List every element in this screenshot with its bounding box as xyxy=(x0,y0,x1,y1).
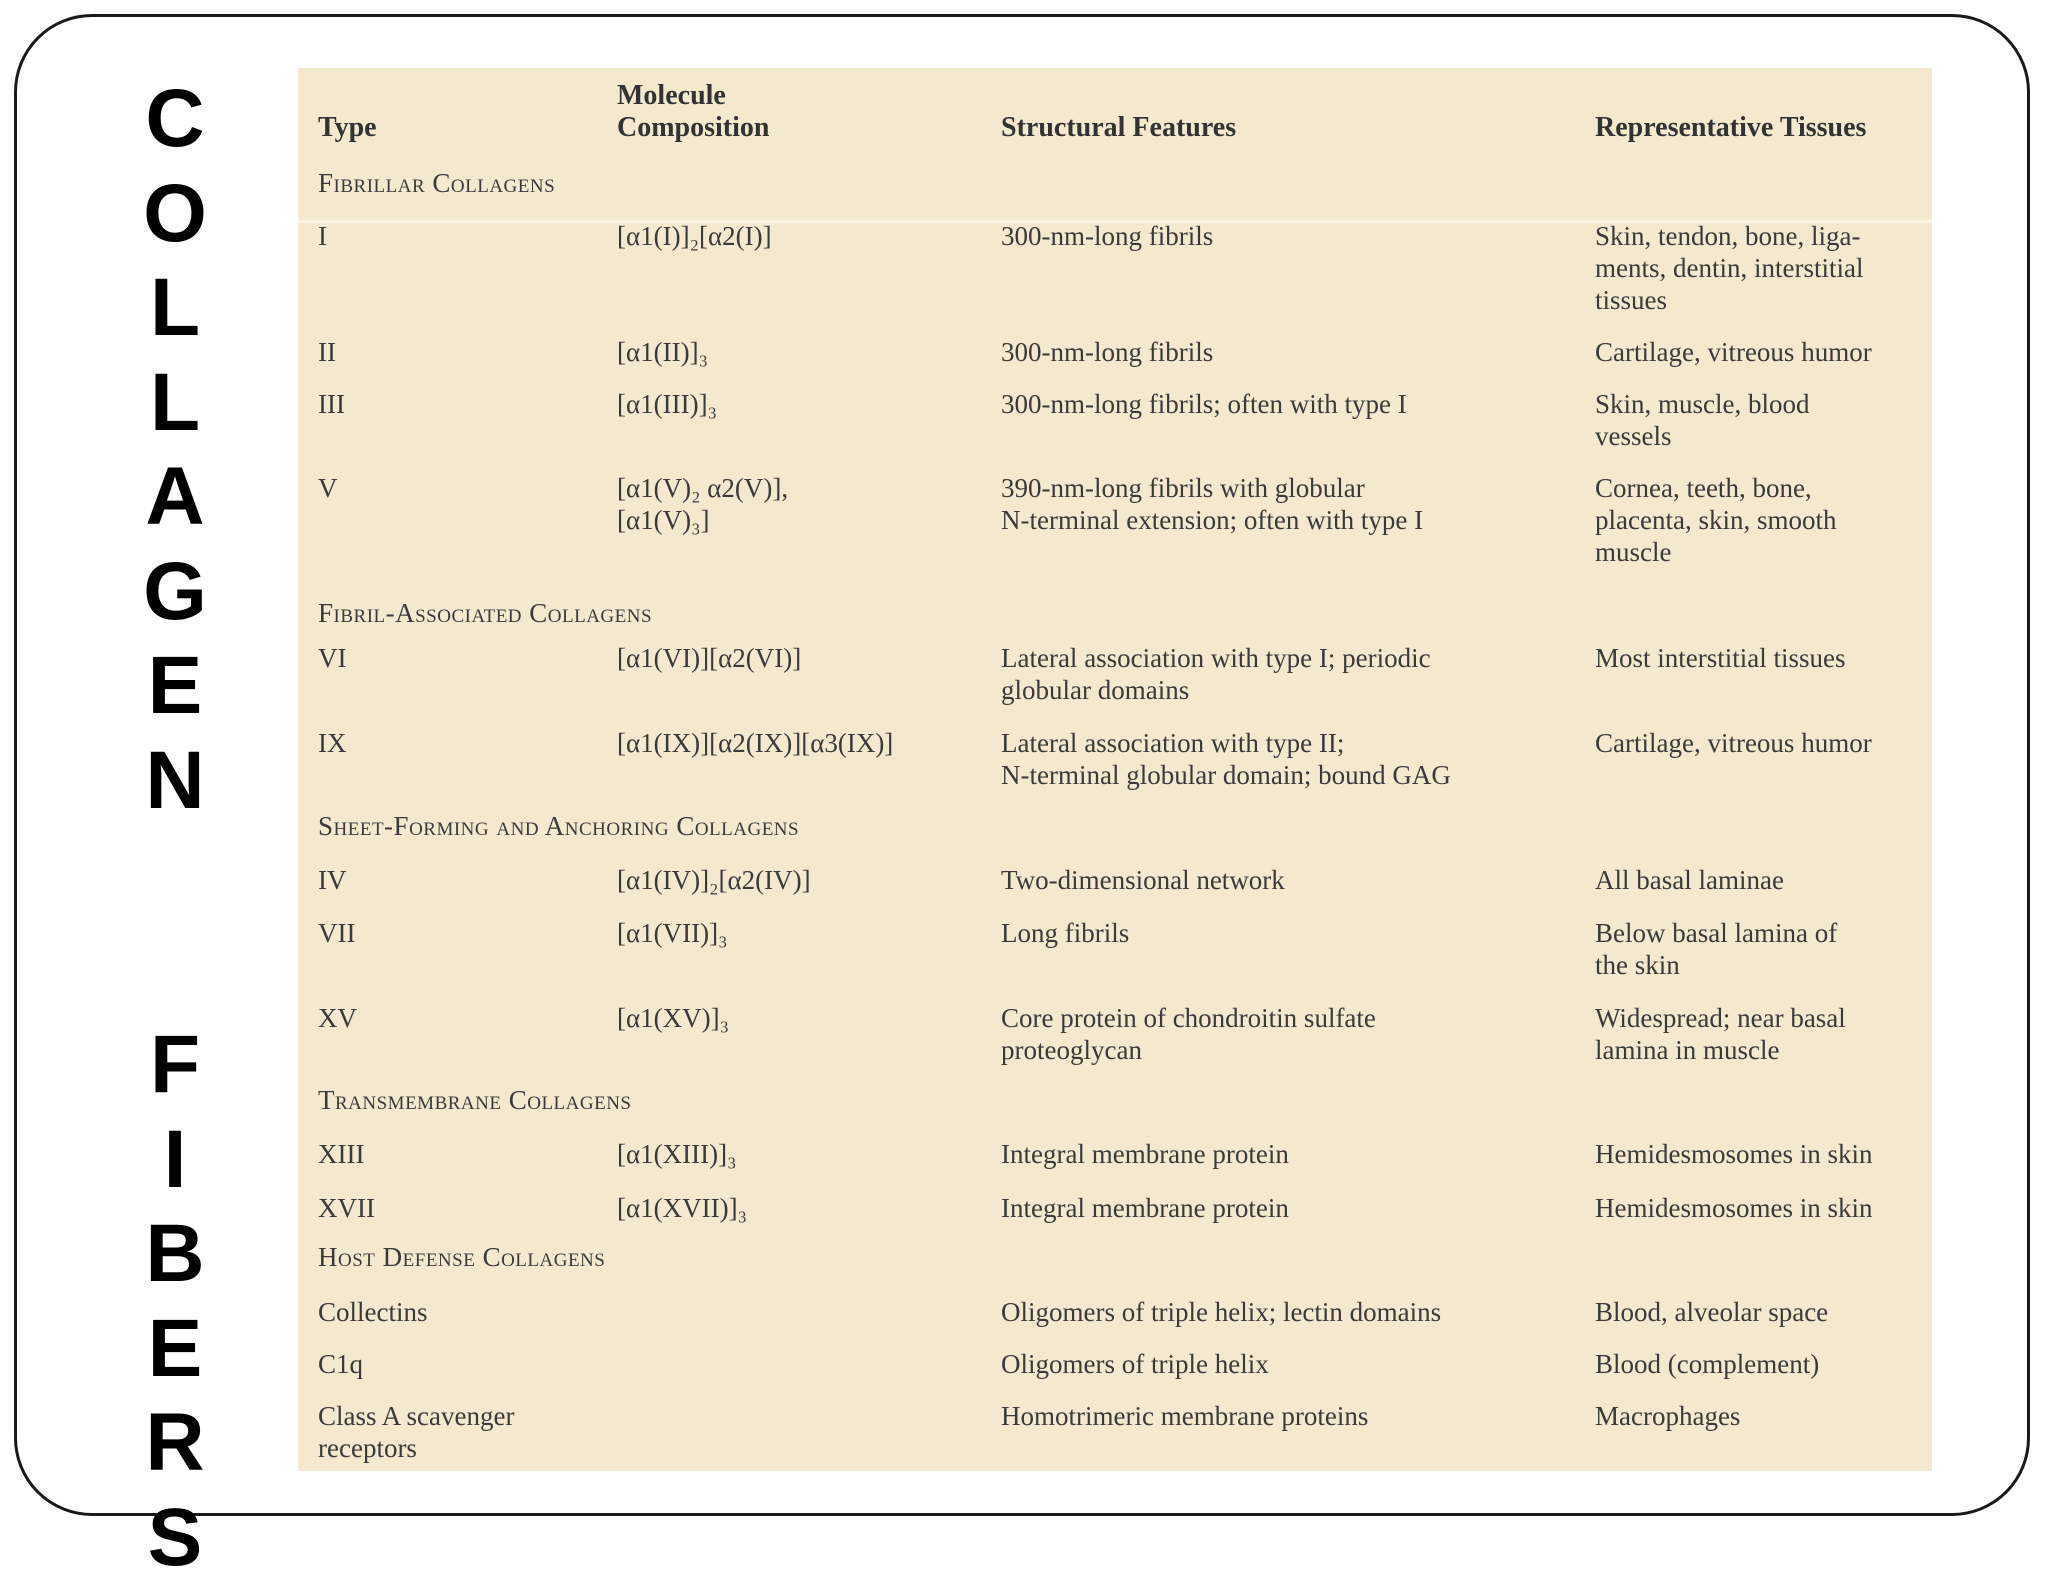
row-structural-features: Homotrimeric membrane proteins xyxy=(1001,1400,1368,1432)
row-structural-features: Lateral association with type I; periodic xyxy=(1001,642,1431,674)
row-type: VI xyxy=(318,642,347,674)
row-molecule: [α1(XIII)]₃ xyxy=(617,1138,737,1170)
section-heading-text: Host Defense Collagens xyxy=(318,1242,605,1272)
section-heading xyxy=(318,1085,632,1116)
header-molecule-line2: Composition xyxy=(617,112,769,144)
row-structural-features: N-terminal globular domain; bound GAG xyxy=(1001,759,1451,791)
title-letter: L xyxy=(150,356,200,451)
vertical-title xyxy=(130,72,220,1585)
row-molecule: [α1(I)]₂[α2(I)] xyxy=(617,220,772,252)
row-molecule: [α1(VII)]₃ xyxy=(617,917,728,949)
row-tissues: Hemidesmosomes in skin xyxy=(1595,1192,1873,1224)
row-tissues: Cartilage, vitreous humor xyxy=(1595,727,1872,759)
row-structural-features: Lateral association with type II; xyxy=(1001,727,1344,759)
title-letter: F xyxy=(150,1018,200,1113)
row-tissues: tissues xyxy=(1595,284,1667,316)
title-letter: L xyxy=(150,261,200,356)
row-type: IX xyxy=(318,727,347,759)
row-structural-features: proteoglycan xyxy=(1001,1034,1142,1066)
row-structural-features: N-terminal extension; often with type I xyxy=(1001,504,1423,536)
row-type: VII xyxy=(318,917,355,949)
title-letter: I xyxy=(164,1113,187,1208)
row-tissues: Hemidesmosomes in skin xyxy=(1595,1138,1873,1170)
row-structural-features: Oligomers of triple helix xyxy=(1001,1348,1269,1380)
row-structural-features: Integral membrane protein xyxy=(1001,1192,1289,1224)
header-structural-features: Structural Features xyxy=(1001,112,1236,144)
row-structural-features: Oligomers of triple helix; lectin domains xyxy=(1001,1296,1441,1328)
row-structural-features: Core protein of chondroitin sulfate xyxy=(1001,1002,1376,1034)
row-tissues: Skin, tendon, bone, liga- xyxy=(1595,220,1860,252)
row-type: II xyxy=(318,336,336,368)
section-heading-text: Transmembrane Collagens xyxy=(318,1085,632,1115)
header-representative-tissues: Representative Tissues xyxy=(1595,112,1866,144)
row-tissues: Skin, muscle, blood xyxy=(1595,388,1810,420)
row-structural-features: 300-nm-long fibrils; often with type I xyxy=(1001,388,1407,420)
title-letter: O xyxy=(143,167,207,262)
row-type: V xyxy=(318,472,338,504)
title-letter: N xyxy=(145,734,204,829)
row-type: C1q xyxy=(318,1348,363,1380)
section-heading xyxy=(318,1242,605,1273)
section-heading xyxy=(318,598,652,629)
section-heading-text: Fibrillar Collagens xyxy=(318,168,555,198)
row-tissues: ments, dentin, interstitial xyxy=(1595,252,1863,284)
row-molecule: [α1(VI)][α2(VI)] xyxy=(617,642,801,674)
row-tissues: Blood, alveolar space xyxy=(1595,1296,1828,1328)
row-structural-features: 300-nm-long fibrils xyxy=(1001,220,1213,252)
row-structural-features: 300-nm-long fibrils xyxy=(1001,336,1213,368)
row-tissues: Widespread; near basal xyxy=(1595,1002,1846,1034)
row-tissues: All basal laminae xyxy=(1595,864,1784,896)
row-tissues: Blood (complement) xyxy=(1595,1348,1819,1380)
row-tissues: Below basal lamina of xyxy=(1595,917,1837,949)
row-type: I xyxy=(318,220,327,252)
row-type: XV xyxy=(318,1002,357,1034)
title-letter: E xyxy=(148,1302,203,1397)
row-tissues: lamina in muscle xyxy=(1595,1034,1779,1066)
title-letter: C xyxy=(145,72,204,167)
collagen-table xyxy=(298,68,1932,1471)
row-tissues: Most interstitial tissues xyxy=(1595,642,1846,674)
row-type: receptors xyxy=(318,1432,417,1464)
section-heading-text: Sheet-Forming and Anchoring Collagens xyxy=(318,811,799,841)
header-type: Type xyxy=(318,112,377,144)
section-heading-text: Fibril-Associated Collagens xyxy=(318,598,652,628)
row-tissues: muscle xyxy=(1595,536,1671,568)
row-type: XIII xyxy=(318,1138,364,1170)
row-molecule: [α1(II)]₃ xyxy=(617,336,708,368)
title-letter: S xyxy=(148,1491,203,1585)
row-tissues: the skin xyxy=(1595,949,1680,981)
row-type: III xyxy=(318,388,345,420)
row-molecule: [α1(III)]₃ xyxy=(617,388,717,420)
row-structural-features: 390-nm-long fibrils with globular xyxy=(1001,472,1365,504)
row-molecule: [α1(IV)]₂[α2(IV)] xyxy=(617,864,811,896)
row-molecule: [α1(V)₂ α2(V)], xyxy=(617,472,788,504)
title-letter: G xyxy=(143,545,207,640)
row-tissues: Macrophages xyxy=(1595,1400,1740,1432)
row-structural-features: Two-dimensional network xyxy=(1001,864,1285,896)
section-heading xyxy=(318,811,799,842)
row-type: IV xyxy=(318,864,347,896)
row-structural-features: Integral membrane protein xyxy=(1001,1138,1289,1170)
row-type: Class A scavenger xyxy=(318,1400,514,1432)
row-tissues: vessels xyxy=(1595,420,1672,452)
row-type: XVII xyxy=(318,1192,375,1224)
row-molecule: [α1(V)₃] xyxy=(617,504,710,536)
row-tissues: Cornea, teeth, bone, xyxy=(1595,472,1812,504)
title-letter: E xyxy=(148,639,203,734)
row-structural-features: Long fibrils xyxy=(1001,917,1129,949)
row-molecule: [α1(XVII)]₃ xyxy=(617,1192,747,1224)
row-tissues: placenta, skin, smooth xyxy=(1595,504,1836,536)
row-molecule: [α1(IX)][α2(IX)][α3(IX)] xyxy=(617,727,893,759)
header-molecule-line1: Molecule xyxy=(617,80,726,112)
title-letter: A xyxy=(145,450,204,545)
row-tissues: Cartilage, vitreous humor xyxy=(1595,336,1872,368)
title-letter: B xyxy=(145,1207,204,1302)
row-type: Collectins xyxy=(318,1296,428,1328)
section-heading xyxy=(318,168,555,199)
title-letter: R xyxy=(145,1396,204,1491)
row-molecule: [α1(XV)]₃ xyxy=(617,1002,729,1034)
row-structural-features: globular domains xyxy=(1001,674,1189,706)
